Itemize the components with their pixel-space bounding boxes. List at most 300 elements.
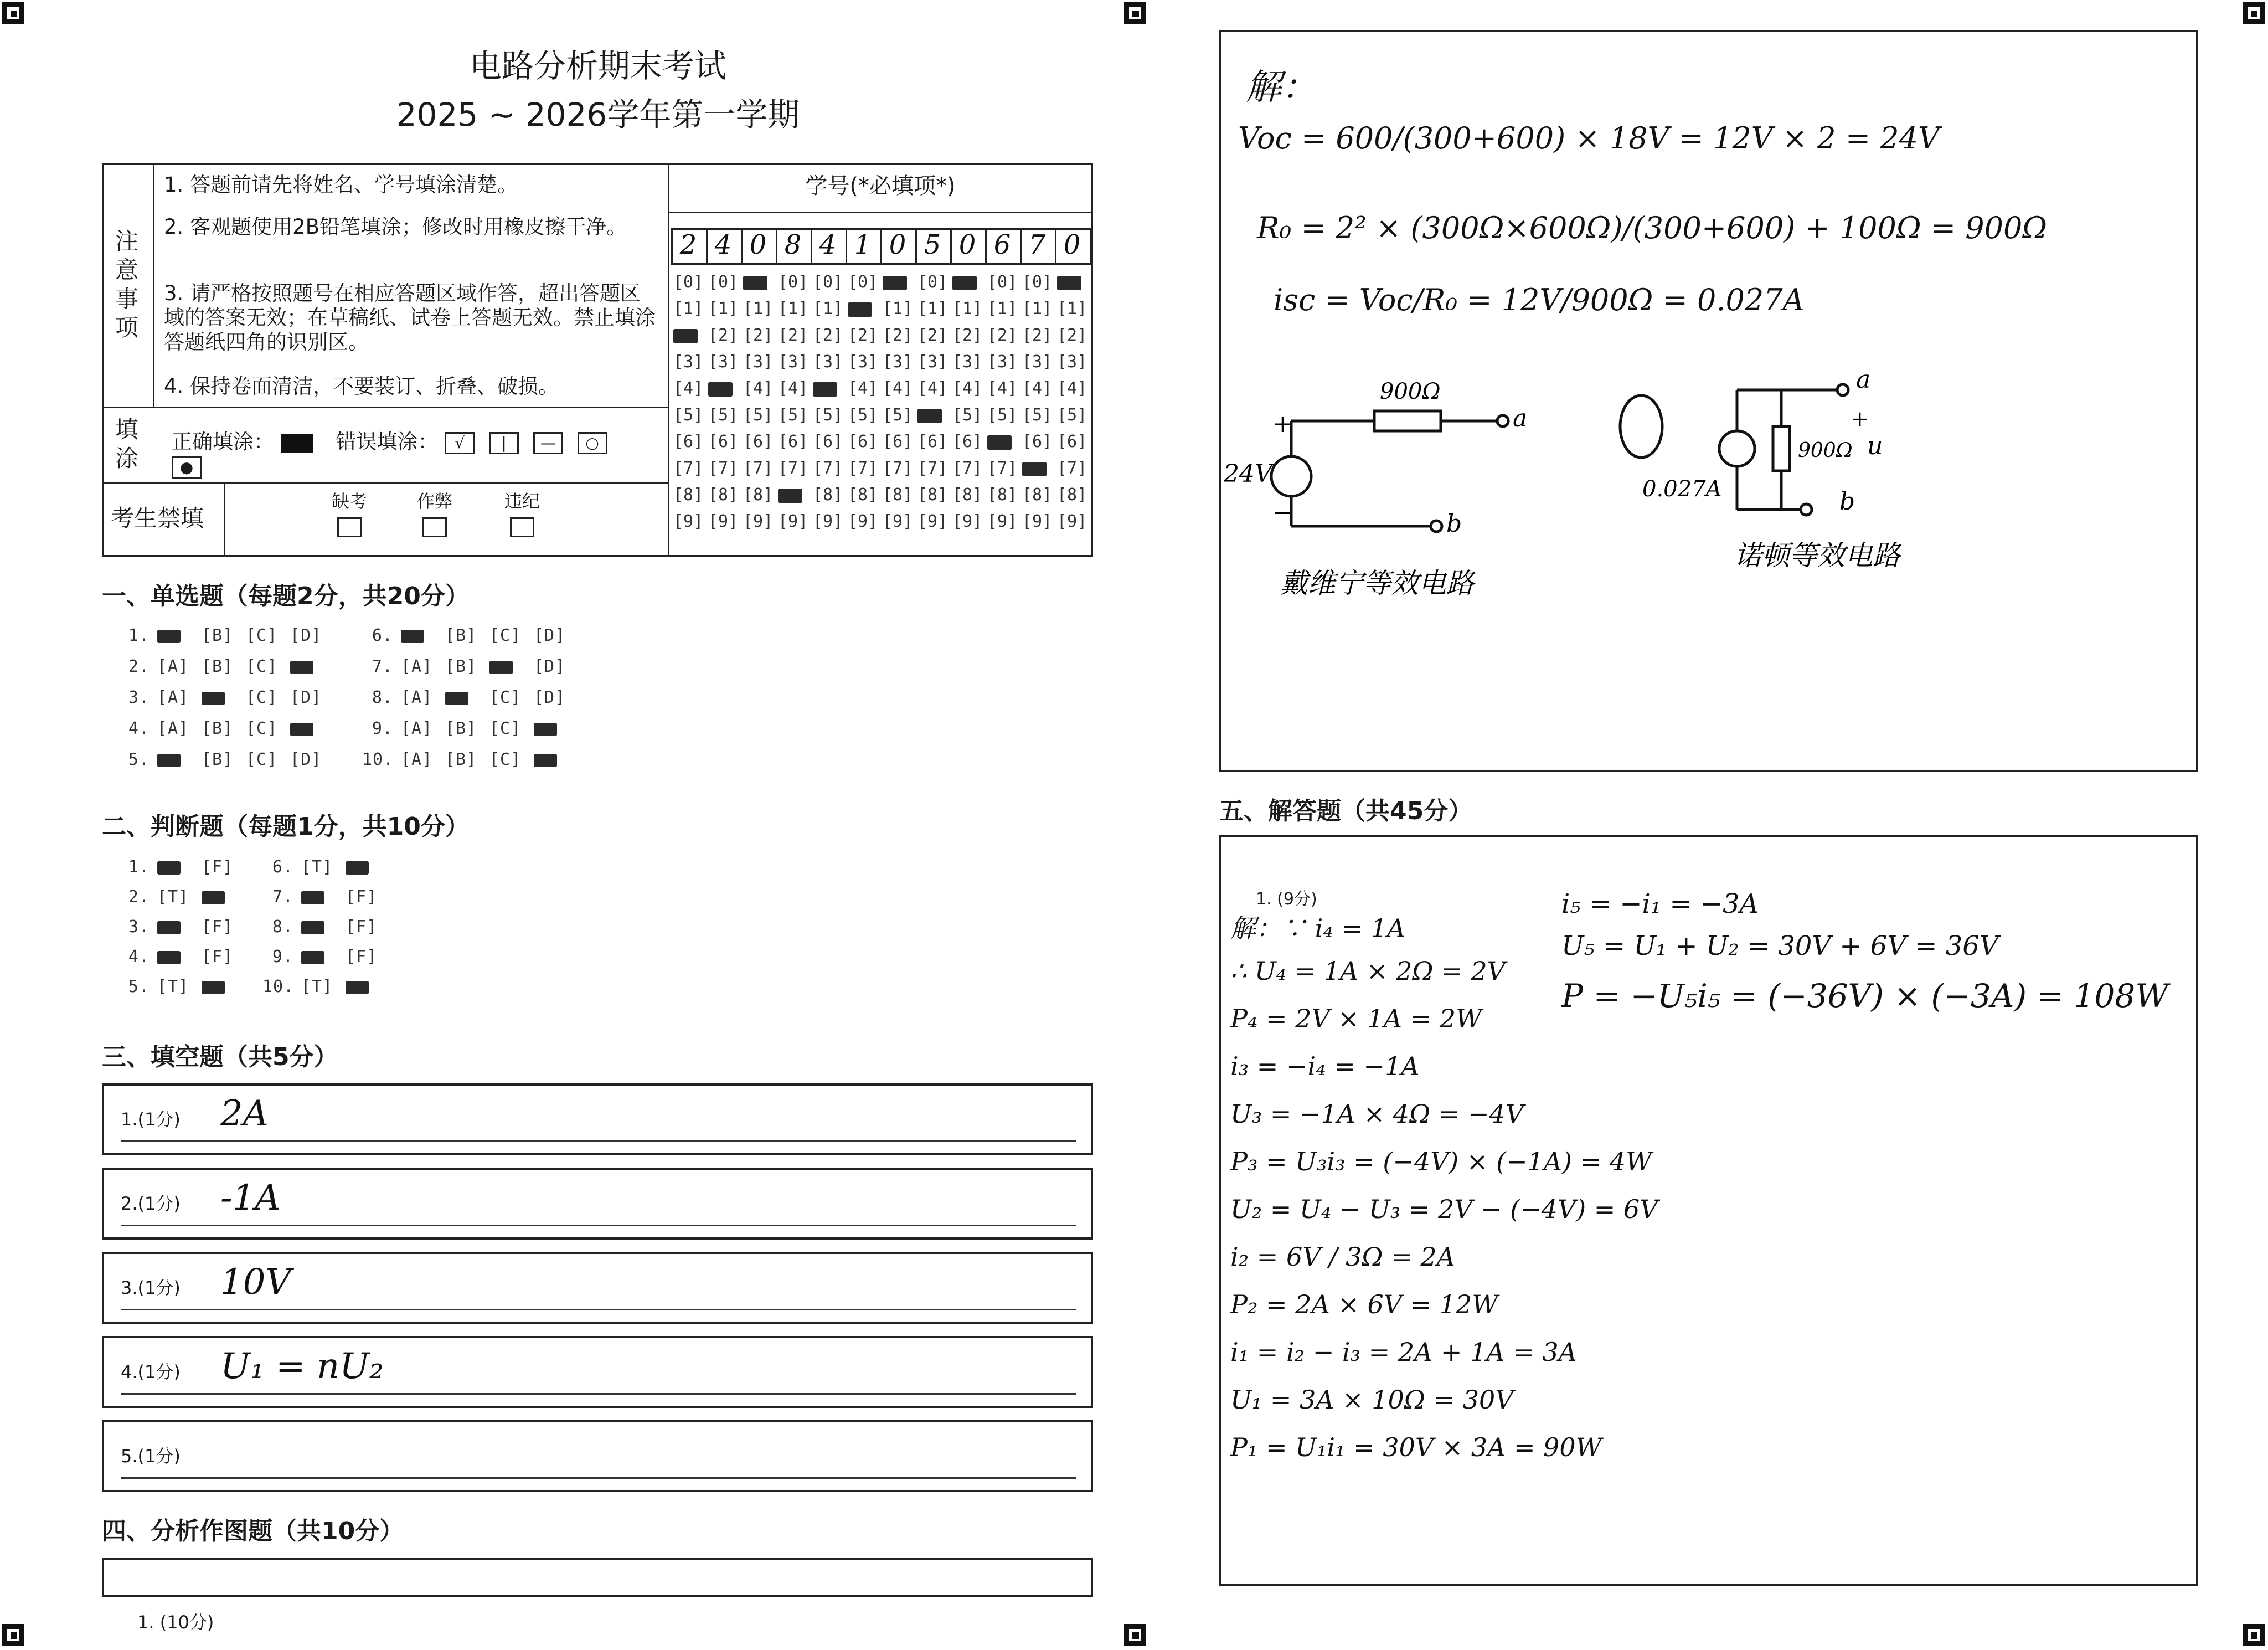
fill-label: 填涂 <box>115 416 138 472</box>
solution-line: i₂ = 6V / 3Ω = 2A <box>1230 1242 1455 1272</box>
student-id-digit: 7 <box>1028 229 1046 260</box>
id-bubble[interactable]: [9] <box>917 512 948 531</box>
id-bubble[interactable]: [2] <box>952 326 983 345</box>
id-bubble-filled[interactable] <box>673 326 698 345</box>
id-bubble[interactable]: [9] <box>673 512 704 531</box>
notice-item-3: 3. 请严格按照题号在相应答题区域作答，超出答题区域的答案无效；在草稿纸、试卷上答题无效。禁止填涂答题纸四角的识别区。 <box>164 281 656 354</box>
option-bubble[interactable]: [B] <box>445 626 477 645</box>
id-bubble[interactable]: [3] <box>917 352 948 372</box>
id-bubble[interactable]: [1] <box>952 299 983 318</box>
fill-question-label: 4.(1分) <box>121 1361 181 1382</box>
option-bubble[interactable]: [C] <box>246 750 278 769</box>
id-bubble[interactable]: [7] <box>778 459 808 478</box>
id-bubble[interactable]: [6] <box>848 432 878 451</box>
thevenin-r-label: 900Ω <box>1380 379 1441 404</box>
absent-checkbox[interactable] <box>337 517 362 537</box>
id-bubble[interactable]: [6] <box>952 432 983 451</box>
id-bubble[interactable]: [9] <box>883 512 913 531</box>
id-bubble[interactable]: [8] <box>952 485 983 505</box>
id-bubble[interactable]: [9] <box>952 512 983 531</box>
fill-question-label: 1.(1分) <box>121 1109 181 1130</box>
norton-sketch-scribble <box>1620 395 1662 458</box>
question-number: 3. <box>128 688 150 707</box>
option-bubble[interactable]: [C] <box>246 657 278 676</box>
student-id-divider <box>985 228 987 265</box>
id-bubble-filled[interactable] <box>708 379 733 398</box>
id-bubble[interactable]: [2] <box>778 326 808 345</box>
student-id-divider <box>811 228 812 265</box>
exam-term: 2025 ~ 2026学年第一学期 <box>396 96 800 133</box>
student-id-digit: 4 <box>714 229 732 260</box>
id-bubble[interactable]: [4] <box>952 379 983 398</box>
id-bubble[interactable]: [8] <box>917 485 948 505</box>
option-bubble[interactable]: [C] <box>246 626 278 645</box>
id-bubble[interactable]: [1] <box>917 299 948 318</box>
id-bubble[interactable]: [4] <box>1057 379 1087 398</box>
thevenin-b-label: b <box>1446 510 1462 538</box>
solution-line: i₁ = i₂ − i₃ = 2A + 1A = 3A <box>1230 1337 1577 1367</box>
id-bubble[interactable]: [7] <box>1057 459 1087 478</box>
id-bubble[interactable]: [9] <box>708 512 739 531</box>
id-bubble[interactable]: [3] <box>952 352 983 372</box>
option-bubble[interactable]: [T] <box>301 977 333 996</box>
terminal-a-norton <box>1837 384 1848 395</box>
thevenin-minus-label: − <box>1272 498 1293 527</box>
id-bubble[interactable]: [5] <box>883 405 913 425</box>
fill-handwritten-answer: -1A <box>220 1178 281 1219</box>
norton-a-label: a <box>1856 366 1871 394</box>
violation-checkbox[interactable] <box>510 517 534 537</box>
proctor-cheating: 作弊 <box>410 487 460 537</box>
id-bubble[interactable]: [1] <box>778 299 808 318</box>
wrong-sample-check: √ <box>445 432 475 454</box>
corner-marker-top-middle <box>1124 2 1146 24</box>
option-bubble[interactable]: [D] <box>290 688 322 707</box>
id-bubble[interactable]: [3] <box>883 352 913 372</box>
option-bubble[interactable]: [C] <box>489 719 522 738</box>
id-bubble[interactable]: [2] <box>743 326 774 345</box>
option-bubble-filled[interactable] <box>290 657 313 676</box>
section4-solution-heading: 解： <box>1246 67 1317 108</box>
option-bubble[interactable]: [B] <box>445 719 477 738</box>
id-bubble[interactable]: [4] <box>848 379 878 398</box>
id-bubble[interactable]: [9] <box>848 512 878 531</box>
id-bubble[interactable]: [4] <box>743 379 774 398</box>
id-bubble[interactable]: [8] <box>848 485 878 505</box>
student-id-digit: 5 <box>924 229 941 260</box>
option-bubble-filled[interactable] <box>346 857 369 877</box>
option-bubble[interactable]: [C] <box>489 688 522 707</box>
question-number: 6. <box>372 626 393 645</box>
id-bubble[interactable]: [9] <box>813 512 843 531</box>
id-bubble-filled[interactable] <box>883 273 907 292</box>
fill-answer-box[interactable] <box>102 1083 1093 1155</box>
id-bubble[interactable]: [1] <box>1057 299 1087 318</box>
question-number: 8. <box>272 917 293 937</box>
student-id-divider <box>846 228 847 265</box>
section4-line-isc: isc = Voc/R₀ = 12V/900Ω = 0.027A <box>1274 282 1805 317</box>
id-bubble[interactable]: [8] <box>708 485 739 505</box>
thevenin-circuit <box>1271 411 1508 532</box>
option-bubble-filled[interactable] <box>290 719 313 738</box>
corner-marker-top-left <box>2 2 24 24</box>
id-bubble[interactable]: [2] <box>1057 326 1087 345</box>
id-bubble[interactable]: [7] <box>813 459 843 478</box>
option-bubble[interactable]: [A] <box>401 719 433 738</box>
thevenin-resistor <box>1374 411 1441 431</box>
question-number: 1. <box>128 857 150 877</box>
id-bubble[interactable]: [6] <box>778 432 808 451</box>
id-bubble[interactable]: [5] <box>673 405 704 425</box>
question-number: 3. <box>128 917 150 937</box>
solution-line: i₃ = −i₄ = −1A <box>1230 1051 1420 1081</box>
option-bubble[interactable]: [F] <box>346 917 378 937</box>
option-bubble[interactable]: [F] <box>346 887 378 907</box>
fill-question-label: 3.(1分) <box>121 1277 181 1298</box>
id-bubble-filled[interactable] <box>813 379 837 398</box>
id-bubble[interactable]: [6] <box>673 432 704 451</box>
id-bubble[interactable]: [0] <box>673 273 704 292</box>
id-bubble[interactable]: [6] <box>813 432 843 451</box>
id-bubble[interactable]: [5] <box>813 405 843 425</box>
solution-line: P₁ = U₁i₁ = 30V × 3A = 90W <box>1230 1432 1602 1462</box>
id-bubble[interactable]: [2] <box>917 326 948 345</box>
fill-answer-box[interactable] <box>102 1420 1093 1492</box>
id-bubble[interactable]: [7] <box>883 459 913 478</box>
student-id-digit: 1 <box>854 229 872 260</box>
correct-fill-sample <box>281 434 313 453</box>
option-bubble[interactable]: [F] <box>202 857 234 877</box>
id-bubble[interactable]: [6] <box>883 432 913 451</box>
option-bubble-filled[interactable] <box>157 857 181 877</box>
id-bubble[interactable]: [0] <box>813 273 843 292</box>
answer-underline <box>121 1225 1076 1226</box>
option-bubble-filled[interactable] <box>157 947 181 967</box>
id-bubble[interactable]: [2] <box>1022 326 1053 345</box>
id-bubble[interactable]: [2] <box>883 326 913 345</box>
id-bubble[interactable]: [4] <box>778 379 808 398</box>
id-bubble[interactable]: [3] <box>848 352 878 372</box>
id-bubble[interactable]: [7] <box>848 459 878 478</box>
corner-marker-bottom-right <box>2243 1624 2265 1646</box>
option-bubble-filled[interactable] <box>157 750 181 769</box>
option-bubble-filled[interactable] <box>202 688 225 707</box>
id-bubble[interactable]: [2] <box>987 326 1018 345</box>
wrong-sample-dash: — <box>533 432 563 454</box>
id-bubble[interactable]: [4] <box>987 379 1018 398</box>
option-bubble[interactable]: [B] <box>445 657 477 676</box>
id-bubble[interactable]: [8] <box>743 485 774 505</box>
id-bubble[interactable]: [1] <box>673 299 704 318</box>
question-number: 7. <box>372 657 393 676</box>
option-bubble[interactable]: [F] <box>202 917 234 937</box>
id-bubble[interactable]: [0] <box>987 273 1018 292</box>
wrong-sample-dot: ● <box>172 456 202 479</box>
thevenin-plus-label: + <box>1272 410 1293 438</box>
id-bubble[interactable]: [9] <box>1022 512 1053 531</box>
section4-line-r0: R₀ = 2² × (300Ω×600Ω)/(300+600) + 100Ω = 900Ω <box>1257 210 2048 245</box>
option-bubble[interactable]: [B] <box>202 657 234 676</box>
student-id-digit: 2 <box>679 229 697 260</box>
id-bubble[interactable]: [6] <box>1022 432 1053 451</box>
id-bubble-filled[interactable] <box>1057 273 1081 292</box>
id-bubble[interactable]: [0] <box>778 273 808 292</box>
option-bubble-filled[interactable] <box>301 887 324 907</box>
id-bubble[interactable]: [5] <box>848 405 878 425</box>
option-bubble-filled[interactable] <box>489 657 513 676</box>
option-bubble-filled[interactable] <box>157 917 181 937</box>
question-number: 4. <box>128 719 150 738</box>
id-bubble-filled[interactable] <box>1022 459 1047 478</box>
exam-title: 电路分析期末考试 <box>469 47 726 85</box>
option-bubble[interactable]: [F] <box>346 947 378 967</box>
section3-title: 三、填空题（共5分） <box>102 1043 338 1071</box>
id-bubble-filled[interactable] <box>778 485 802 505</box>
fill-answer-box[interactable] <box>102 1336 1093 1408</box>
id-bubble[interactable]: [3] <box>1057 352 1087 372</box>
question-number: 4. <box>128 947 150 967</box>
notice-item-1: 1. 答题前请先将姓名、学号填涂清楚。 <box>164 173 518 197</box>
id-bubble[interactable]: [9] <box>987 512 1018 531</box>
section4-line-voc: Voc = 600/(300+600) × 18V = 12V × 2 = 24V <box>1238 121 1940 156</box>
norton-plus-label: + <box>1851 407 1869 432</box>
cheating-checkbox[interactable] <box>422 517 447 537</box>
thevenin-v-label: 24V <box>1224 460 1272 488</box>
id-bubble[interactable]: [9] <box>743 512 774 531</box>
student-id-divider <box>1055 228 1056 265</box>
id-bubble[interactable]: [8] <box>1057 485 1087 505</box>
id-bubble[interactable]: [5] <box>1057 405 1087 425</box>
option-bubble[interactable]: [A] <box>157 688 189 707</box>
id-bubble[interactable]: [7] <box>917 459 948 478</box>
option-bubble[interactable]: [A] <box>401 688 433 707</box>
option-bubble[interactable]: [T] <box>301 857 333 877</box>
solution-line: U₂ = U₄ − U₃ = 2V − (−4V) = 6V <box>1230 1194 1658 1224</box>
id-bubble[interactable]: [5] <box>987 405 1018 425</box>
id-bubble[interactable]: [2] <box>813 326 843 345</box>
answer-underline <box>121 1393 1076 1395</box>
solution-line: U₅ = U₁ + U₂ = 30V + 6V = 36V <box>1561 931 1999 962</box>
section2-title: 二、判断题（每题1分，共10分） <box>102 813 470 841</box>
option-bubble-filled[interactable] <box>202 977 225 996</box>
option-bubble[interactable]: [A] <box>401 750 433 769</box>
section5-q1-label: 1. (9分) <box>1256 890 1317 909</box>
id-bubble[interactable]: [5] <box>743 405 774 425</box>
id-bubble[interactable]: [4] <box>673 379 704 398</box>
option-bubble[interactable]: [D] <box>290 750 322 769</box>
fill-handwritten-answer: 10V <box>220 1262 291 1303</box>
question-number: 5. <box>128 977 150 996</box>
id-bubble[interactable]: [2] <box>848 326 878 345</box>
id-bubble[interactable]: [7] <box>673 459 704 478</box>
proctor-label: 考生禁填 <box>111 505 204 532</box>
id-bubble[interactable]: [7] <box>708 459 739 478</box>
solution-line: P₃ = U₃i₃ = (−4V) × (−1A) = 4W <box>1230 1147 1652 1176</box>
option-bubble[interactable]: [F] <box>202 947 234 967</box>
option-bubble[interactable]: [D] <box>534 626 566 645</box>
id-bubble[interactable]: [5] <box>778 405 808 425</box>
section4-answer-box-top <box>102 1558 1093 1597</box>
id-bubble[interactable]: [3] <box>813 352 843 372</box>
id-bubble[interactable]: [8] <box>813 485 843 505</box>
option-bubble[interactable]: [B] <box>202 626 234 645</box>
id-bubble[interactable]: [8] <box>987 485 1018 505</box>
option-bubble-filled[interactable] <box>301 947 324 967</box>
thevenin-a-label: a <box>1513 404 1528 433</box>
id-bubble[interactable]: [5] <box>1022 405 1053 425</box>
answer-underline <box>121 1140 1076 1142</box>
id-bubble[interactable]: [3] <box>708 352 739 372</box>
id-bubble[interactable]: [8] <box>883 485 913 505</box>
option-bubble-filled[interactable] <box>301 917 324 937</box>
option-bubble-filled[interactable] <box>157 626 181 645</box>
norton-i-label: 0.027A <box>1642 476 1722 502</box>
equivalent-circuits <box>1219 343 2198 620</box>
corner-marker-top-right <box>2243 2 2265 24</box>
id-bubble[interactable]: [6] <box>708 432 739 451</box>
id-bubble[interactable]: [5] <box>708 405 739 425</box>
wrong-sample-bar: | <box>489 432 519 454</box>
id-bubble[interactable]: [0] <box>848 273 878 292</box>
option-bubble[interactable]: [D] <box>290 626 322 645</box>
id-bubble[interactable]: [8] <box>673 485 704 505</box>
option-bubble[interactable]: [A] <box>401 657 433 676</box>
solution-line: P = −U₅i₅ = (−36V) × (−3A) = 108W <box>1561 977 2168 1015</box>
thevenin-caption: 戴维宁等效电路 <box>1280 567 1474 599</box>
section1-title: 一、单选题（每题2分，共20分） <box>102 582 470 610</box>
fill-answer-box[interactable] <box>102 1168 1093 1240</box>
terminal-b-thevenin <box>1431 521 1442 532</box>
student-id-divider <box>1020 228 1022 265</box>
option-bubble[interactable]: [C] <box>246 688 278 707</box>
id-bubble-filled[interactable] <box>848 299 872 318</box>
option-bubble[interactable]: [T] <box>157 887 189 907</box>
id-bubble[interactable]: [4] <box>1022 379 1053 398</box>
id-bubble[interactable]: [3] <box>778 352 808 372</box>
wrong-sample-circle: ○ <box>578 432 607 454</box>
id-bubble-filled[interactable] <box>917 405 942 425</box>
solution-line: P₂ = 2A × 6V = 12W <box>1230 1289 1498 1319</box>
question-number: 5. <box>128 750 150 769</box>
fill-example <box>172 430 659 479</box>
current-source-symbol <box>1719 431 1755 466</box>
id-bubble[interactable]: [1] <box>987 299 1018 318</box>
option-bubble[interactable]: [C] <box>246 719 278 738</box>
option-bubble[interactable]: [C] <box>489 750 522 769</box>
solution-line: 解：∵ i₄ = 1A <box>1230 913 1406 943</box>
notice-item-4: 4. 保持卷面清洁，不要装订、折叠、破损。 <box>164 374 559 398</box>
id-bubble[interactable]: [6] <box>917 432 948 451</box>
student-id-header: 学号(*必填项*) <box>805 173 956 199</box>
question-number: 1. <box>128 626 150 645</box>
id-bubble[interactable]: [3] <box>743 352 774 372</box>
student-id-digit: 0 <box>1063 229 1081 260</box>
fill-question-label: 2.(1分) <box>121 1193 181 1214</box>
answer-underline <box>121 1309 1076 1310</box>
student-id-digit: 4 <box>819 229 837 260</box>
question-number: 8. <box>372 688 393 707</box>
id-bubble[interactable]: [1] <box>883 299 913 318</box>
fill-handwritten-answer: 2A <box>220 1093 269 1134</box>
id-bubble[interactable]: [7] <box>743 459 774 478</box>
student-id-divider <box>706 228 708 265</box>
option-bubble[interactable]: [A] <box>157 657 189 676</box>
id-bubble-filled[interactable] <box>987 432 1012 451</box>
id-bubble[interactable]: [5] <box>952 405 983 425</box>
id-bubble[interactable]: [0] <box>917 273 948 292</box>
option-bubble[interactable]: [B] <box>202 750 234 769</box>
id-bubble[interactable]: [3] <box>1022 352 1053 372</box>
answer-underline <box>121 1477 1076 1479</box>
id-bubble[interactable]: [0] <box>708 273 739 292</box>
id-bubble[interactable]: [3] <box>673 352 704 372</box>
section4-title: 四、分析作图题（共10分） <box>102 1517 404 1545</box>
proctor-violation: 违纪 <box>497 487 547 537</box>
option-bubble-filled[interactable] <box>445 688 468 707</box>
question-number: 7. <box>272 887 293 907</box>
id-bubble-filled[interactable] <box>743 273 767 292</box>
option-bubble-filled[interactable] <box>401 626 424 645</box>
option-bubble-filled[interactable] <box>346 977 369 996</box>
norton-resistor <box>1773 426 1790 471</box>
id-bubble[interactable]: [9] <box>1057 512 1087 531</box>
id-bubble[interactable]: [4] <box>917 379 948 398</box>
id-bubble-filled[interactable] <box>952 273 977 292</box>
terminal-b-norton <box>1801 504 1812 515</box>
student-id-digit: 0 <box>958 229 976 260</box>
fill-answer-box[interactable] <box>102 1252 1093 1324</box>
option-bubble[interactable]: [A] <box>157 719 189 738</box>
id-bubble[interactable]: [9] <box>778 512 808 531</box>
id-bubble[interactable]: [2] <box>708 326 739 345</box>
question-number: 6. <box>272 857 293 877</box>
solution-line: ∴ U₄ = 1A × 2Ω = 2V <box>1230 956 1506 986</box>
id-bubble[interactable]: [7] <box>952 459 983 478</box>
id-bubble[interactable]: [1] <box>743 299 774 318</box>
question-number: 10. <box>262 977 295 996</box>
solution-line: U₃ = −1A × 4Ω = −4V <box>1230 1099 1524 1129</box>
id-bubble[interactable]: [3] <box>987 352 1018 372</box>
id-bubble[interactable]: [1] <box>708 299 739 318</box>
option-bubble-filled[interactable] <box>202 887 225 907</box>
option-bubble[interactable]: [C] <box>489 626 522 645</box>
fill-question-label: 5.(1分) <box>121 1446 181 1467</box>
id-bubble[interactable]: [4] <box>883 379 913 398</box>
option-bubble[interactable]: [D] <box>534 657 566 676</box>
student-id-divider <box>950 228 952 265</box>
student-id-digit: 0 <box>889 229 906 260</box>
corner-marker-bottom-middle <box>1124 1624 1146 1646</box>
voltage-source-symbol <box>1271 456 1311 496</box>
norton-b-label: b <box>1839 487 1855 516</box>
id-bubble[interactable]: [1] <box>1022 299 1053 318</box>
option-bubble[interactable]: [B] <box>202 719 234 738</box>
question-number: 9. <box>372 719 393 738</box>
option-bubble-filled[interactable] <box>534 719 557 738</box>
id-bubble[interactable]: [6] <box>1057 432 1087 451</box>
id-bubble[interactable]: [8] <box>1022 485 1053 505</box>
id-bubble[interactable]: [0] <box>1022 273 1053 292</box>
id-bubble[interactable]: [7] <box>987 459 1018 478</box>
id-bubble[interactable]: [1] <box>813 299 843 318</box>
id-bubble[interactable]: [6] <box>743 432 774 451</box>
student-id-digit: 6 <box>993 229 1011 260</box>
option-bubble[interactable]: [T] <box>157 977 189 996</box>
option-bubble[interactable]: [D] <box>534 688 566 707</box>
option-bubble-filled[interactable] <box>534 750 557 769</box>
option-bubble[interactable]: [B] <box>445 750 477 769</box>
student-id-digit: 0 <box>749 229 767 260</box>
